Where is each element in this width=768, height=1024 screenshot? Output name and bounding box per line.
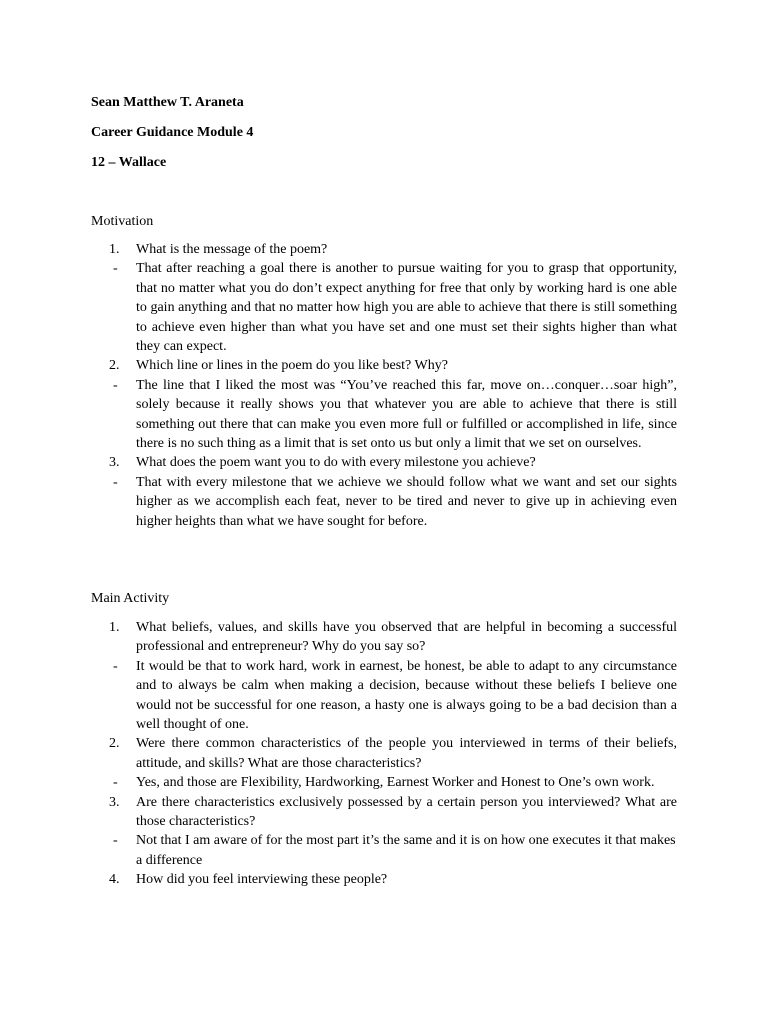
answer-text: It would be that to work hard, work in earnest, be honest, be able to adapt to any circumstance and to always be calm when making a decision, because without these beliefs I believe one would not be successful for one reason, a hasty one is always going to be a bad decision than a well thought of one. <box>136 658 677 733</box>
module-title: Career Guidance Module 4 <box>91 125 254 140</box>
main-activity-list <box>91 618 677 890</box>
list-marker: - <box>113 474 118 490</box>
motivation-answer-1 <box>91 259 677 356</box>
author-name: Sean Matthew T. Araneta <box>91 95 244 110</box>
question-text: Were there common characteristics of the people you interviewed in terms of their beliefs, attitude, and skills? What are those characteristics? <box>136 736 677 771</box>
answer-text: Not that I am aware of for the most part it’s the same and it is on how one executes it that makes a difference <box>136 833 676 868</box>
question-text: Which line or lines in the poem do you like best? Why? <box>136 358 448 374</box>
activity-question-4 <box>91 870 677 889</box>
question-text: How did you feel interviewing these people? <box>136 872 388 888</box>
list-marker: - <box>113 833 118 849</box>
list-marker: 2. <box>109 358 120 374</box>
list-marker: - <box>113 658 118 674</box>
motivation-heading: Motivation <box>91 214 154 229</box>
class-section: 12 – Wallace <box>91 155 167 170</box>
answer-text: That with every milestone that we achieve we should follow what we want and set our sights higher as we accomplish each feat, never to be tired and never to give up in achieving even higher heights than what we have sought for before. <box>136 474 677 529</box>
list-marker: 1. <box>109 242 120 257</box>
question-text: What is the message of the poem? <box>136 242 328 257</box>
question-text: What does the poem want you to do with every milestone you achieve? <box>136 455 536 471</box>
activity-answer-3 <box>91 831 677 870</box>
main-activity-heading: Main Activity <box>91 591 170 606</box>
list-marker: 1. <box>109 620 120 635</box>
activity-question-1 <box>91 618 677 657</box>
motivation-answer-3 <box>91 473 677 531</box>
list-marker: - <box>113 377 118 393</box>
list-marker: 4. <box>109 872 120 888</box>
activity-answer-1 <box>91 657 677 735</box>
question-text: What beliefs, values, and skills have you observed that are helpful in becoming a successful professional and entrepreneur? Why do you say so? <box>136 620 677 655</box>
answer-text: Yes, and those are Flexibility, Hardworking, Earnest Worker and Honest to One’s own work. <box>136 775 655 791</box>
list-marker: 3. <box>109 455 120 471</box>
list-marker: 3. <box>109 794 120 810</box>
answer-text: That after reaching a goal there is another to pursue waiting for you to grasp that opportunity, that no matter what you do don’t expect anything for free that only by working hard is one able to gain anything and that no matter how high you are able to achieve that there is still something to achieve even higher than what you have set and one must set their sights higher than what they can expect. <box>136 261 677 355</box>
motivation-question-2 <box>91 356 677 375</box>
activity-answer-2 <box>91 773 677 792</box>
motivation-answer-2 <box>91 376 677 454</box>
question-text: Are there characteristics exclusively possessed by a certain person you interviewed? What are those characteristics? <box>136 794 677 830</box>
motivation-question-1 <box>91 240 677 259</box>
motivation-question-3 <box>91 453 677 472</box>
list-marker: 2. <box>109 736 120 752</box>
activity-question-3 <box>91 793 677 832</box>
answer-text: The line that I liked the most was “You’ve reached this far, move on…conquer…soar high”, solely because it really shows you that whatever you are able to achieve that there is still something out there that can make you even more full or fulfilled or accomplished in life, since there is no such thing as a limit that is set onto us but only a limit that we set on ourselves. <box>136 377 677 452</box>
list-marker: - <box>113 775 118 791</box>
activity-question-2 <box>91 734 677 773</box>
list-marker: - <box>113 261 118 277</box>
motivation-list <box>91 240 677 531</box>
